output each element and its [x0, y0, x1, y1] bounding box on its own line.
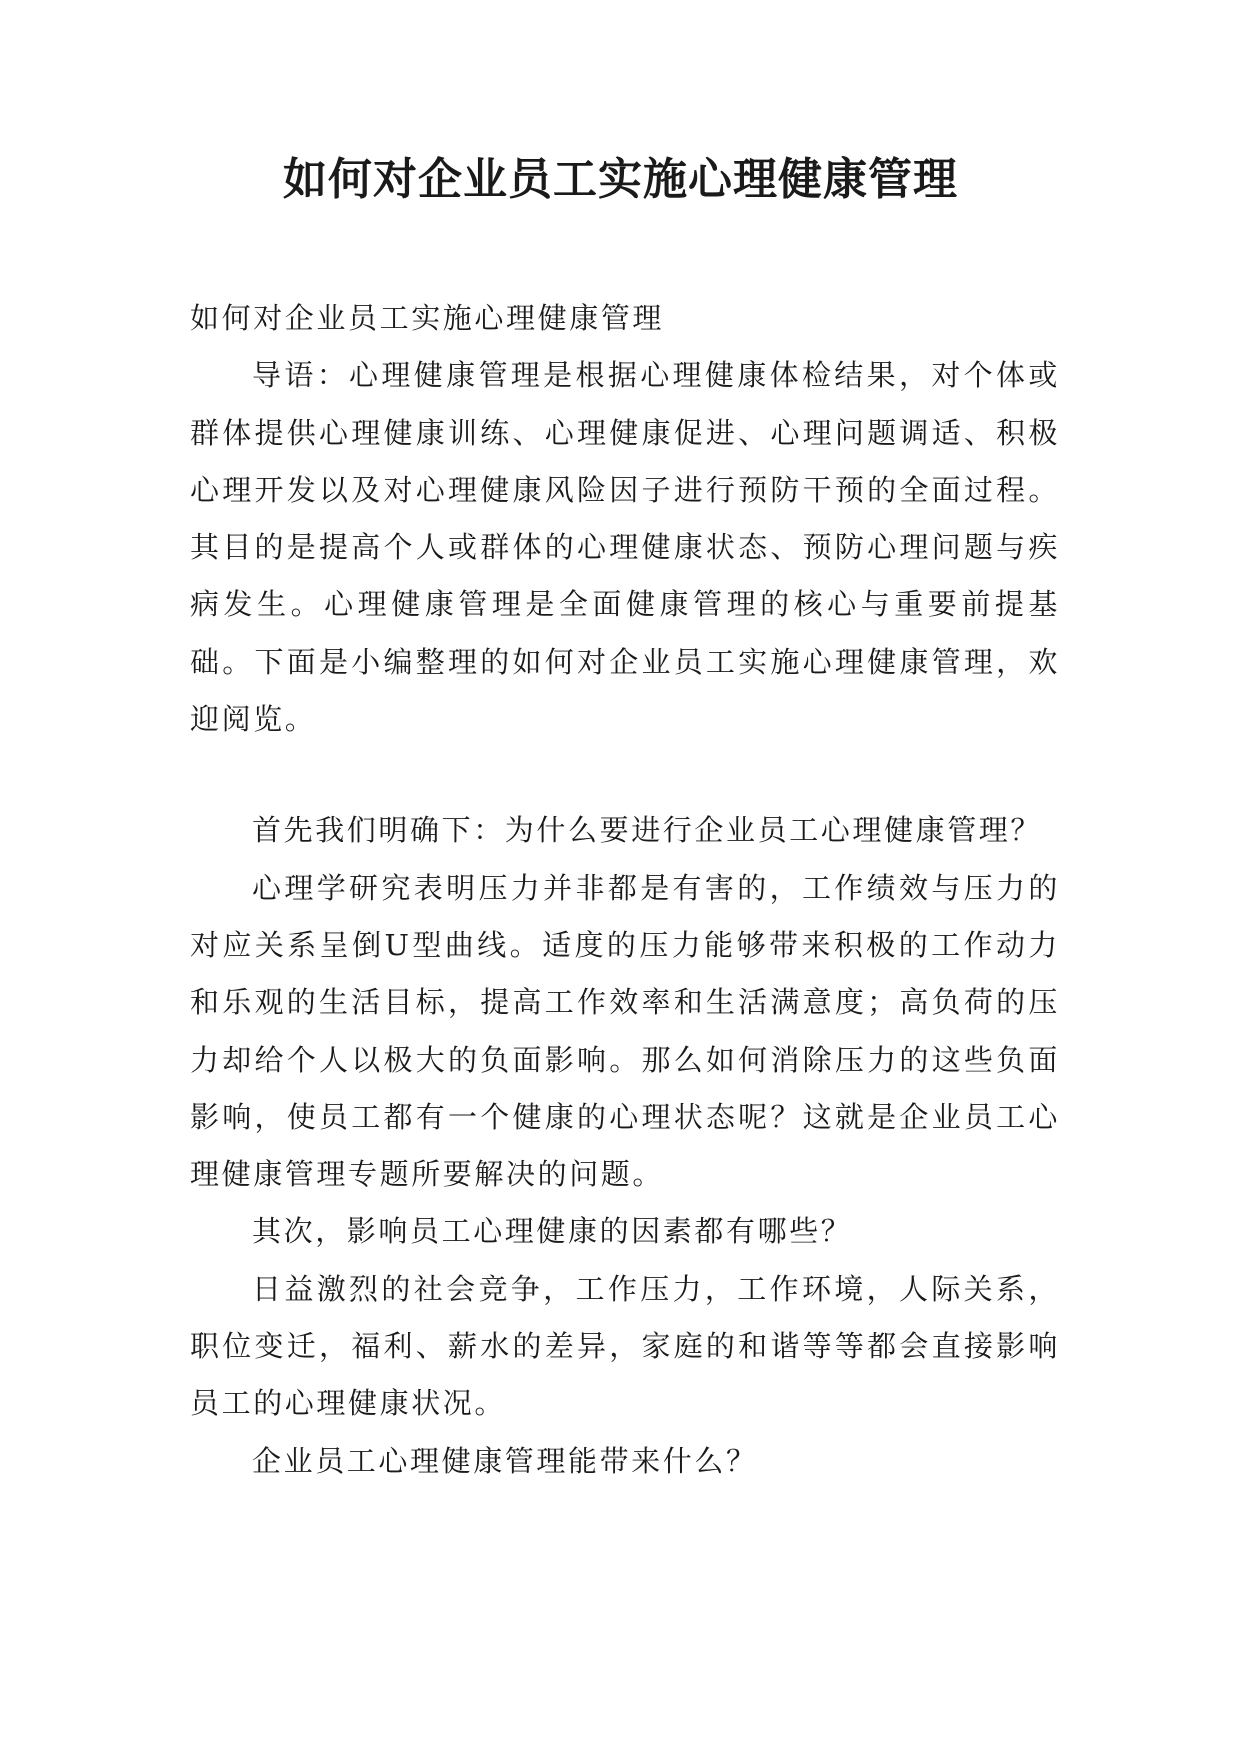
paragraph-question-why: 首先我们明确下：为什么要进行企业员工心理健康管理？ [252, 813, 1043, 848]
paragraph-intro: 导语：心理健康管理是根据心理健康体检结果，对个体或群体提供心理健康训练、心理健康促进、心理问题调适、积极心理开发以及对心理健康风险因子进行预防干预的全面过程。其目的是提高个人或群体的心理健康状态、预防心理问题与疾病发生。心理健康管理是全面健康管理的核心与重要前提基础。下面是小编整理的如何对企业员工实施心理健康管理，欢迎阅览。 [190, 358, 1060, 737]
paragraph-factors: 日益激烈的社会竞争，工作压力，工作环境，人际关系，职位变迁，福利、薪水的差异，家庭的和谐等等都会直接影响员工的心理健康状况。 [190, 1271, 1060, 1421]
document-body [190, 290, 1060, 1490]
document-title: 如何对企业员工实施心理健康管理 [283, 154, 958, 205]
paragraph-stress-research: 心理学研究表明压力并非都是有害的，工作绩效与压力的对应关系呈倒U型曲线。适度的压力能够带来积极的工作动力和乐观的生活目标，提高工作效率和生活满意度；高负荷的压力却给个人以极大的负面影响。那么如何消除压力的这些负面影响，使员工都有一个健康的心理状态呢？这就是企业员工心理健康管理专题所要解决的问题。 [190, 870, 1060, 1192]
paragraph-subtitle: 如何对企业员工实施心理健康管理 [190, 301, 665, 335]
paragraph-question-factors: 其次，影响员工心理健康的因素都有哪些？ [252, 1214, 853, 1249]
paragraph-question-benefits: 企业员工心理健康管理能带来什么？ [252, 1443, 758, 1478]
